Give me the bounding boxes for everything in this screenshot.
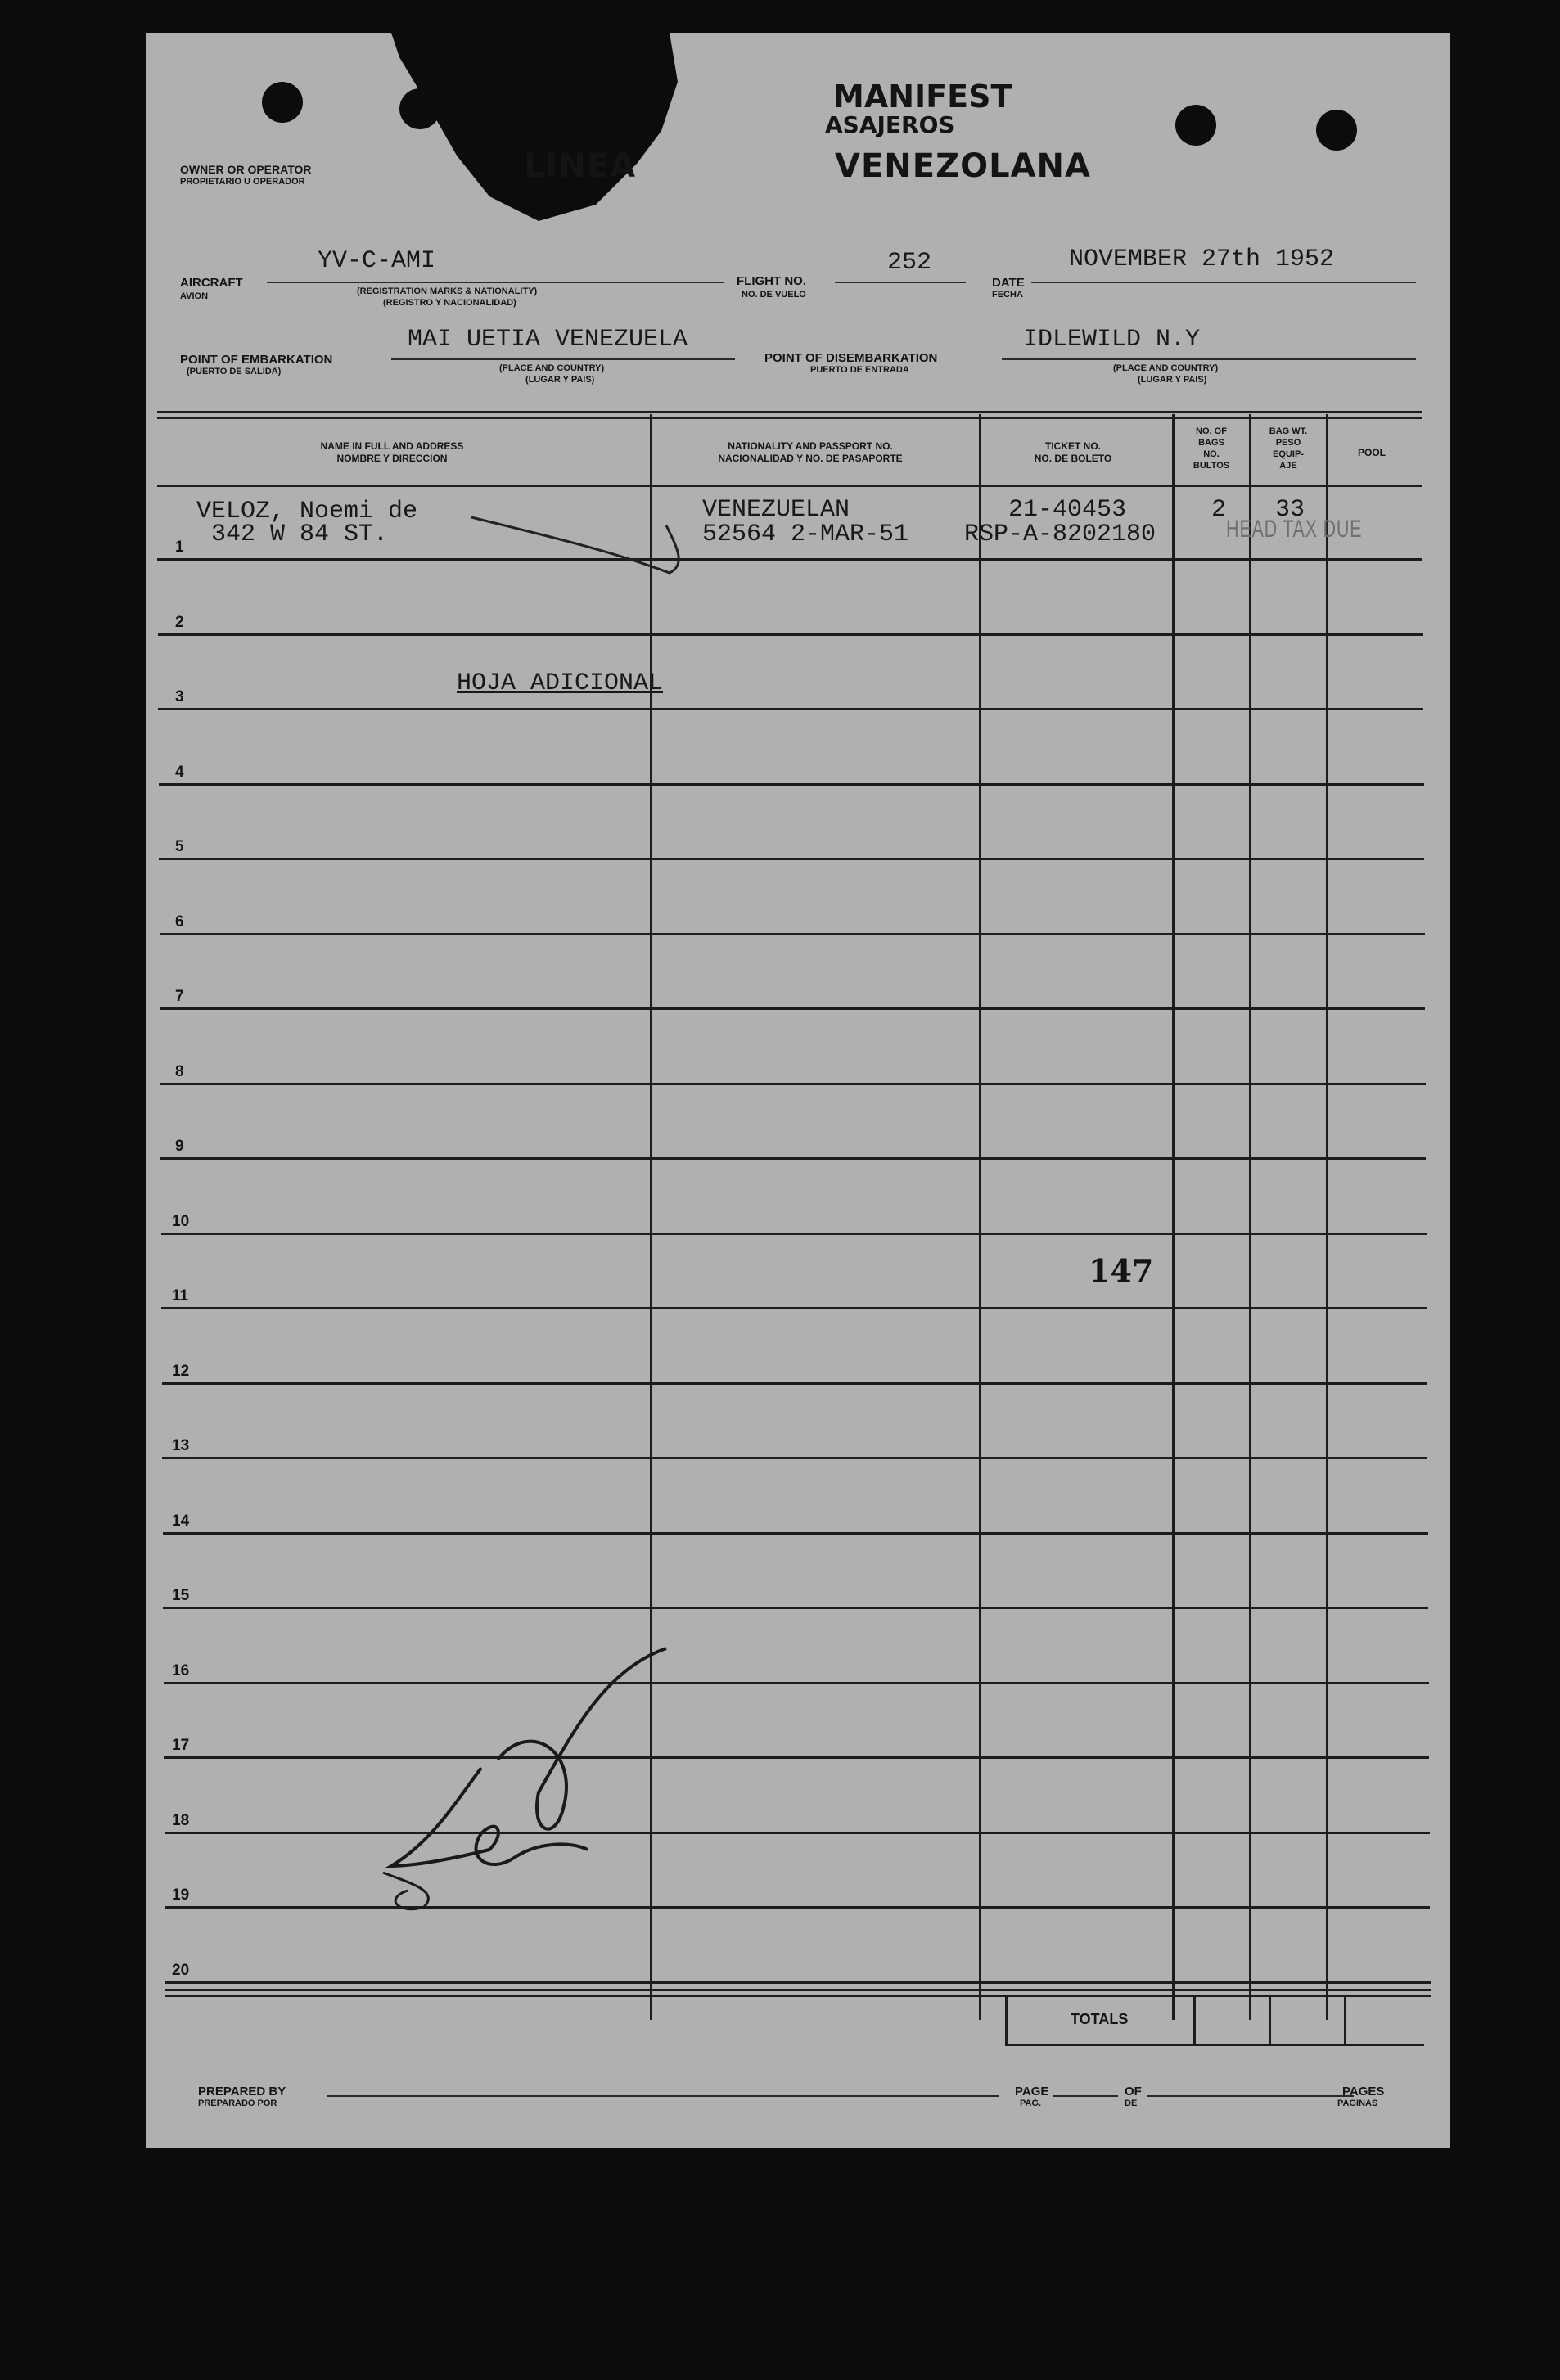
manifest-subtitle: ASAJEROS	[825, 111, 955, 138]
head-tax-stamp: HEAD TAX DUE	[1226, 516, 1363, 543]
col-header-name-es: NOMBRE Y DIRECCION	[336, 453, 448, 464]
row-number: 8	[175, 1063, 184, 1080]
row-number: 12	[172, 1363, 190, 1380]
totals-box-div3	[1344, 1995, 1346, 2046]
disembark-label: POINT OF DISEMBARKATION	[764, 351, 938, 365]
aircraft-label-es: AVION	[180, 291, 209, 301]
manifest-sheet	[146, 33, 1450, 2148]
totals-box-left	[1005, 1995, 1008, 2046]
ticket-number: 21-40453	[1008, 496, 1127, 524]
totals-box-bottom	[1005, 2044, 1424, 2046]
col-header-bags-3: NO.	[1203, 449, 1220, 459]
ticket-number-2: RSP-A-8202180	[964, 521, 1156, 548]
passenger-nationality: VENEZUELAN	[702, 496, 850, 524]
disembark-value: IDLEWILD N.Y	[1023, 326, 1201, 354]
page-label: PAGE	[1015, 2085, 1049, 2098]
flight-label: FLIGHT NO.	[737, 274, 806, 288]
hoja-adicional: HOJA ADICIONAL	[457, 669, 664, 697]
row-number: 17	[172, 1737, 190, 1754]
row-number: 10	[172, 1213, 190, 1230]
page-label-es: PAG.	[1020, 2098, 1042, 2108]
airline-name-left: LINEA	[524, 147, 637, 185]
date-label-es: FECHA	[992, 290, 1023, 300]
row-number: 3	[175, 688, 184, 705]
page-underline	[1053, 2095, 1118, 2097]
passenger-address: 342 W 84 ST.	[211, 521, 389, 548]
prepared-label: PREPARED BY	[198, 2085, 286, 2098]
handwritten-number: 147	[1089, 1252, 1154, 1289]
of-label-es: DE	[1125, 2098, 1138, 2108]
owner-label-es: PROPIETARIO U OPERADOR	[180, 177, 305, 187]
row-number: 6	[175, 913, 184, 931]
col-header-wt-2: PESO	[1275, 438, 1301, 448]
row-number: 16	[172, 1662, 190, 1679]
bag-weight: 33	[1275, 496, 1305, 524]
date-value: NOVEMBER 27th 1952	[1069, 246, 1335, 273]
row-number: 19	[172, 1886, 190, 1904]
row-number: 11	[172, 1287, 189, 1305]
row-number: 14	[172, 1512, 190, 1530]
embark-sub-es: (LUGAR Y PAIS)	[525, 375, 595, 385]
row-number: 2	[175, 614, 184, 631]
col-header-bags-4: BULTOS	[1193, 461, 1230, 471]
row-number: 4	[175, 764, 184, 781]
col-header-nat-en: NATIONALITY AND PASSPORT NO.	[728, 440, 893, 452]
col-header-bags-1: NO. OF	[1196, 426, 1227, 436]
col-header-ticket-es: NO. DE BOLETO	[1034, 453, 1112, 464]
embark-value: MAI UETIA VENEZUELA	[408, 326, 688, 354]
embark-label: POINT OF EMBARKATION	[180, 353, 333, 367]
col-header-wt-3: EQUIP-	[1273, 449, 1304, 459]
embark-label-es: (PUERTO DE SALIDA)	[187, 367, 282, 376]
bags-count: 2	[1211, 496, 1227, 524]
prepared-label-es: PREPARADO POR	[198, 2098, 277, 2108]
table-bottom-border-inner	[165, 1995, 1431, 1997]
aircraft-label: AIRCRAFT	[180, 276, 243, 290]
totals-box-div2	[1269, 1995, 1271, 2046]
row-number: 13	[172, 1437, 190, 1454]
col-header-wt-4: AJE	[1279, 461, 1297, 471]
passenger-passport: 52564 2-MAR-51	[702, 521, 909, 548]
row-number: 9	[175, 1138, 184, 1155]
of-label: OF	[1125, 2085, 1142, 2098]
manifest-title: MANIFEST	[833, 79, 1012, 115]
aircraft-sub: (REGISTRATION MARKS & NATIONALITY)	[357, 286, 538, 296]
pen-marks	[146, 33, 1450, 2148]
row-number: 15	[172, 1587, 190, 1604]
row-number: 18	[172, 1812, 190, 1829]
of-underline	[1147, 2095, 1354, 2097]
pages-label: PAGES	[1342, 2085, 1385, 2098]
row-number: 20	[172, 1962, 190, 1979]
flight-value: 252	[887, 249, 932, 277]
passenger-name: VELOZ, Noemi de	[196, 498, 418, 525]
totals-box-div1	[1193, 1995, 1196, 2046]
col-header-name-en: NAME IN FULL AND ADDRESS	[320, 440, 464, 452]
owner-label: OWNER OR OPERATOR	[180, 163, 312, 176]
aircraft-sub-es: (REGISTRO Y NACIONALIDAD)	[383, 298, 516, 308]
disembark-label-es: PUERTO DE ENTRADA	[810, 365, 909, 375]
row-number: 1	[175, 539, 184, 556]
table-bottom-border	[165, 1989, 1431, 1991]
disembark-sub: (PLACE AND COUNTRY)	[1113, 363, 1219, 373]
col-header-nat-es: NACIONALIDAD Y NO. DE PASAPORTE	[718, 453, 903, 464]
date-label: DATE	[992, 276, 1025, 290]
row-number: 5	[175, 838, 184, 855]
totals-label: TOTALS	[1071, 2011, 1129, 2027]
aircraft-value: YV-C-AMI	[318, 247, 436, 275]
pages-label-es: PAGINAS	[1337, 2098, 1378, 2108]
embark-sub: (PLACE AND COUNTRY)	[499, 363, 605, 373]
col-header-ticket-en: TICKET NO.	[1045, 440, 1101, 452]
flight-label-es: NO. DE VUELO	[742, 290, 806, 300]
row-number: 7	[175, 988, 184, 1005]
col-header-bags-2: BAGS	[1198, 438, 1224, 448]
airline-name-right: VENEZOLANA	[835, 147, 1091, 185]
col-header-pool: POOL	[1357, 447, 1386, 458]
prepared-underline	[327, 2095, 999, 2097]
col-header-wt-1: BAG WT.	[1269, 426, 1308, 436]
disembark-sub-es: (LUGAR Y PAIS)	[1138, 375, 1207, 385]
